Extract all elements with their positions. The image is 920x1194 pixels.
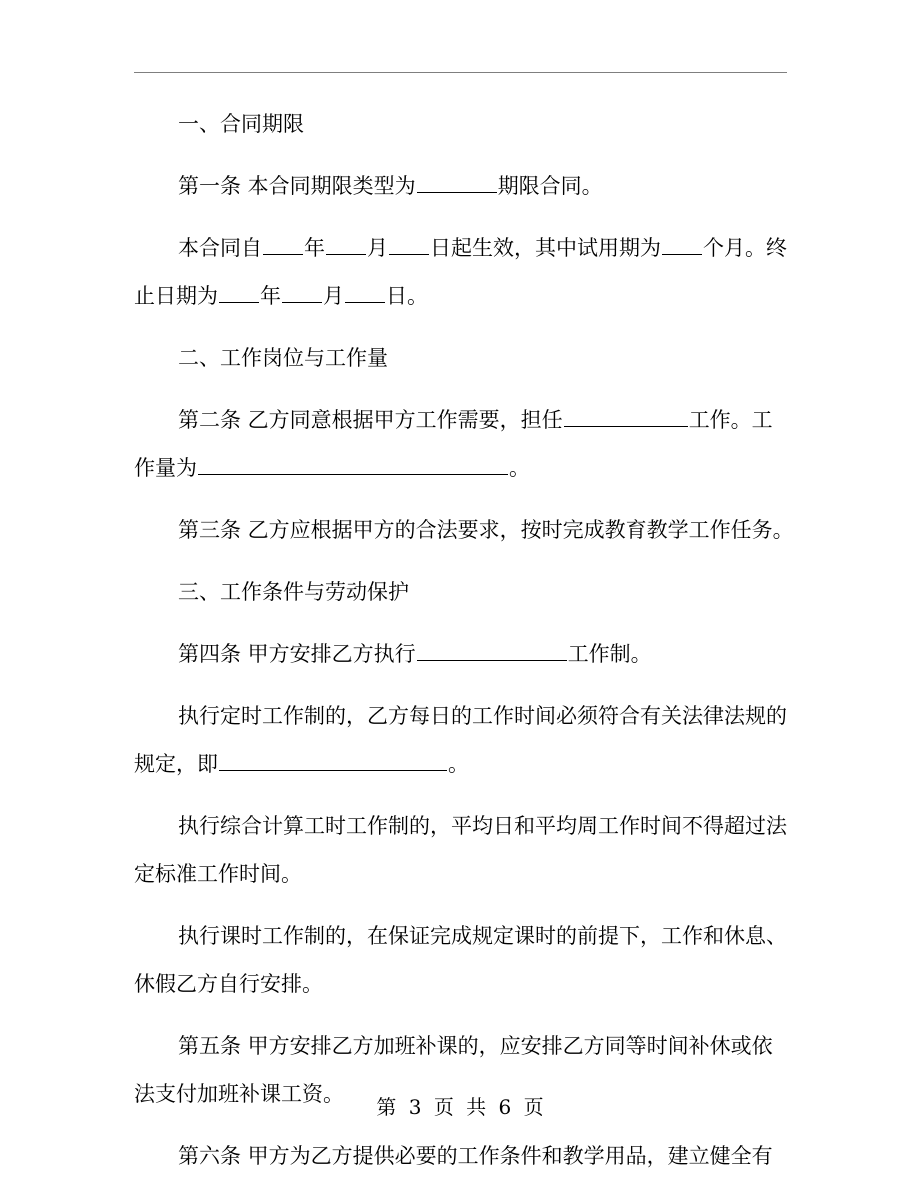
contract-term-line-2 — [134, 272, 794, 320]
contract-term-line-1 — [134, 224, 794, 272]
class-hours-line-1: 执行课时工作制的，在保证完成规定课时的前提下，工作和休息、 — [178, 924, 787, 948]
start-year-blank — [263, 253, 303, 255]
class-hours-paragraph — [134, 912, 794, 1008]
start-day-blank — [389, 253, 429, 255]
contract-term-paragraph — [134, 224, 794, 320]
article-2-line-2 — [134, 444, 794, 492]
comprehensive-hours-paragraph — [134, 802, 794, 898]
comprehensive-hours-line-1: 执行综合计算工时工作制的，平均日和平均周工作时间不得超过法 — [178, 814, 787, 838]
section-1-title-text: 一、合同期限 — [178, 112, 304, 136]
article-2-text-mid: 工作。工 — [688, 408, 773, 432]
end-day-blank — [345, 301, 385, 303]
fixed-hours-text-line2: 规定，即 — [134, 752, 218, 776]
section-2-title-text: 二、工作岗位与工作量 — [178, 346, 388, 370]
article-4-text-end: 工作制。 — [567, 642, 652, 666]
article-1-text-end: 期限合同。 — [497, 174, 603, 198]
position-blank — [564, 425, 688, 427]
start-month-blank — [326, 253, 366, 255]
term-text-7: 年 — [260, 284, 281, 308]
fixed-hours-text-end: 。 — [448, 752, 469, 776]
end-month-blank — [282, 301, 322, 303]
article-5-line-2: 法支付加班补课工资。 — [134, 1082, 344, 1106]
article-6 — [134, 1132, 794, 1180]
daily-hours-blank — [219, 769, 447, 771]
term-text-4: 日起生效，其中试用期为 — [430, 236, 661, 260]
term-text-6: 止日期为 — [134, 284, 218, 308]
work-system-blank — [417, 659, 567, 661]
term-text-9: 日。 — [386, 284, 428, 308]
article-4 — [134, 630, 794, 678]
article-4-text-start: 第四条 甲方安排乙方执行 — [178, 642, 416, 666]
term-text-2: 年 — [304, 236, 325, 260]
article-2-text-end: 。 — [509, 456, 530, 480]
fixed-hours-line-1: 执行定时工作制的，乙方每日的工作时间必须符合有关法律法规的 — [178, 704, 787, 728]
article-2-text-start: 第二条 乙方同意根据甲方工作需要，担任 — [178, 408, 563, 432]
probation-months-blank — [662, 253, 702, 255]
class-hours-line-2: 休假乙方自行安排。 — [134, 972, 323, 996]
term-text-5: 个月。终 — [703, 236, 787, 260]
section-1-title — [134, 100, 794, 148]
article-6-line-1: 第六条 甲方为乙方提供必要的工作条件和教学用品，建立健全有 — [178, 1144, 773, 1168]
workload-blank — [198, 473, 508, 475]
article-3-text: 第三条 乙方应根据甲方的合法要求，按时完成教育教学工作任务。 — [178, 518, 794, 542]
article-5-line-1: 第五条 甲方安排乙方加班补课的，应安排乙方同等时间补休或依 — [178, 1034, 773, 1058]
fixed-hours-paragraph — [134, 692, 794, 788]
end-year-blank — [219, 301, 259, 303]
fixed-hours-line-2 — [134, 740, 794, 788]
contract-body — [134, 100, 794, 1194]
page-number-footer: 第 3 页 共 6 页 — [376, 1095, 544, 1119]
section-3-title-text: 三、工作条件与劳动保护 — [178, 580, 409, 604]
article-1-text-start: 第一条 本合同期限类型为 — [178, 174, 416, 198]
section-3-title — [134, 568, 794, 616]
article-3 — [134, 506, 794, 554]
article-2-text-line2: 作量为 — [134, 456, 197, 480]
section-2-title — [134, 334, 794, 382]
article-2 — [134, 396, 794, 492]
article-1 — [134, 162, 794, 210]
header-rule — [134, 72, 787, 73]
article-2-line-1 — [134, 396, 794, 444]
term-type-blank — [417, 191, 497, 193]
term-text-1: 本合同自 — [178, 236, 262, 260]
term-text-3: 月 — [367, 236, 388, 260]
comprehensive-hours-line-2: 定标准工作时间。 — [134, 862, 302, 886]
term-text-8: 月 — [323, 284, 344, 308]
